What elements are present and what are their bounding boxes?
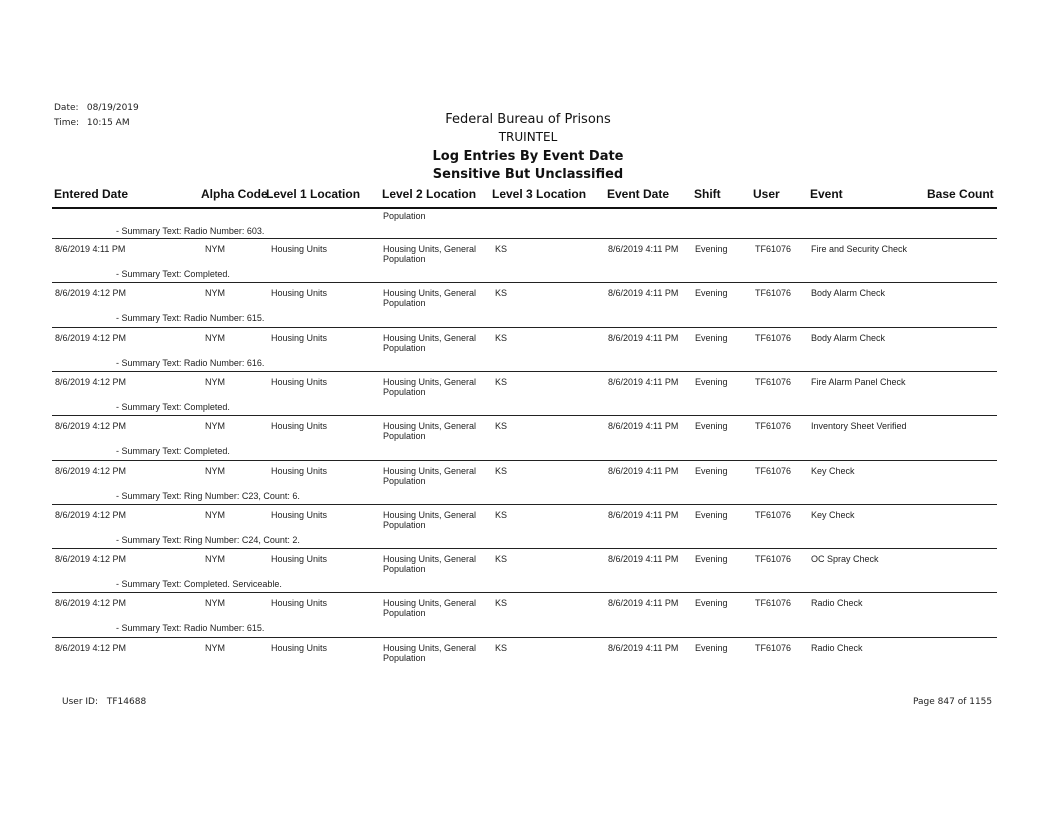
footer-user-label: User ID: bbox=[62, 697, 98, 707]
cell-event: Fire and Security Check bbox=[811, 244, 908, 254]
header-rule bbox=[52, 207, 997, 209]
row-separator bbox=[52, 548, 997, 549]
cell-user: TF61076 bbox=[755, 333, 792, 343]
col-level2-location: Level 2 Location bbox=[382, 187, 477, 201]
cell-level3-location: KS bbox=[495, 244, 508, 254]
row-separator bbox=[52, 504, 997, 505]
row-summary-text: - Summary Text: Radio Number: 615. bbox=[116, 623, 265, 633]
cell-level3-location: KS bbox=[495, 598, 508, 608]
time-value: 10:15 AM bbox=[86, 118, 130, 128]
cell-user: TF61076 bbox=[755, 643, 792, 653]
cell-level2-location: Housing Units, General Population bbox=[383, 333, 477, 353]
row-separator bbox=[52, 415, 997, 416]
cell-alpha-code: NYM bbox=[205, 421, 225, 431]
cell-level2-location: Housing Units, General Population bbox=[383, 244, 477, 264]
cell-shift: Evening bbox=[695, 643, 728, 653]
cell-event-date: 8/6/2019 4:11 PM bbox=[608, 244, 679, 254]
cell-alpha-code: NYM bbox=[205, 377, 225, 387]
row-summary-text: - Summary Text: Completed. bbox=[116, 269, 230, 279]
cell-alpha-code: NYM bbox=[205, 598, 225, 608]
date-label: Date: bbox=[54, 103, 79, 113]
cell-level1-location: Housing Units bbox=[271, 466, 328, 476]
cell-shift: Evening bbox=[695, 421, 728, 431]
cell-entered-date: 8/6/2019 4:12 PM bbox=[55, 377, 127, 387]
cell-alpha-code: NYM bbox=[205, 554, 225, 564]
col-event-date: Event Date bbox=[607, 187, 670, 201]
cell-event: Key Check bbox=[811, 510, 855, 520]
cell-user: TF61076 bbox=[755, 244, 792, 254]
cell-entered-date: 8/6/2019 4:11 PM bbox=[55, 244, 126, 254]
cell-event: Inventory Sheet Verified bbox=[811, 421, 907, 431]
cell-event-date: 8/6/2019 4:11 PM bbox=[608, 377, 679, 387]
cell-level2-location: Housing Units, General Population bbox=[383, 288, 477, 308]
cell-event: Radio Check bbox=[811, 643, 863, 653]
cell-level1-location: Housing Units bbox=[271, 554, 328, 564]
col-event: Event bbox=[810, 187, 843, 201]
cell-shift: Evening bbox=[695, 554, 728, 564]
cell-shift: Evening bbox=[695, 288, 728, 298]
cell-level3-location: KS bbox=[495, 288, 508, 298]
cell-user: TF61076 bbox=[755, 288, 792, 298]
footer-user-id bbox=[62, 697, 146, 707]
cell-shift: Evening bbox=[695, 244, 728, 254]
report-classification: Sensitive But Unclassified bbox=[432, 167, 624, 182]
cell-shift: Evening bbox=[695, 466, 728, 476]
cell-event: Body Alarm Check bbox=[811, 288, 886, 298]
cell-shift: Evening bbox=[695, 333, 728, 343]
cell-event-date: 8/6/2019 4:11 PM bbox=[608, 466, 679, 476]
cell-user: TF61076 bbox=[755, 421, 792, 431]
cell-entered-date: 8/6/2019 4:12 PM bbox=[55, 554, 127, 564]
cell-event: Radio Check bbox=[811, 598, 863, 608]
cell-event-date: 8/6/2019 4:11 PM bbox=[608, 288, 679, 298]
cell-event-date: 8/6/2019 4:11 PM bbox=[608, 421, 679, 431]
row-summary-text: - Summary Text: Completed. bbox=[116, 446, 230, 456]
row-summary-text: - Summary Text: Radio Number: 616. bbox=[116, 358, 265, 368]
carryover-summary: - Summary Text: Radio Number: 603. bbox=[116, 226, 265, 236]
cell-level3-location: KS bbox=[495, 421, 508, 431]
row-summary-text: - Summary Text: Radio Number: 615. bbox=[116, 313, 265, 323]
row-separator bbox=[52, 592, 997, 593]
cell-level2-location: Housing Units, General Population bbox=[383, 466, 477, 486]
cell-entered-date: 8/6/2019 4:12 PM bbox=[55, 510, 127, 520]
cell-level2-location: Housing Units, General Population bbox=[383, 377, 477, 397]
cell-entered-date: 8/6/2019 4:12 PM bbox=[55, 598, 127, 608]
cell-event-date: 8/6/2019 4:11 PM bbox=[608, 598, 679, 608]
cell-level1-location: Housing Units bbox=[271, 510, 328, 520]
row-separator bbox=[52, 371, 997, 372]
cell-level3-location: KS bbox=[495, 510, 508, 520]
row-separator bbox=[52, 637, 997, 638]
cell-user: TF61076 bbox=[755, 510, 792, 520]
cell-event-date: 8/6/2019 4:11 PM bbox=[608, 510, 679, 520]
cell-user: TF61076 bbox=[755, 554, 792, 564]
cell-alpha-code: NYM bbox=[205, 510, 225, 520]
cell-level1-location: Housing Units bbox=[271, 421, 328, 431]
cell-alpha-code: NYM bbox=[205, 288, 225, 298]
cell-entered-date: 8/6/2019 4:12 PM bbox=[55, 288, 127, 298]
cell-level2-location: Housing Units, General Population bbox=[383, 554, 477, 574]
col-entered-date: Entered Date bbox=[54, 187, 129, 201]
col-base-count: Base Count bbox=[927, 187, 994, 201]
cell-level2-location: Housing Units, General Population bbox=[383, 598, 477, 618]
cell-user: TF61076 bbox=[755, 377, 792, 387]
cell-level2-location: Housing Units, General Population bbox=[383, 510, 477, 530]
cell-user: TF61076 bbox=[755, 466, 792, 476]
row-separator bbox=[52, 327, 997, 328]
row-summary-text: - Summary Text: Ring Number: C23, Count: 6. bbox=[116, 491, 300, 501]
row-separator bbox=[52, 460, 997, 461]
cell-entered-date: 8/6/2019 4:12 PM bbox=[55, 643, 127, 653]
col-shift: Shift bbox=[694, 187, 721, 201]
carryover-level2: Population bbox=[383, 211, 426, 221]
row-separator bbox=[52, 282, 997, 283]
cell-alpha-code: NYM bbox=[205, 643, 225, 653]
cell-level1-location: Housing Units bbox=[271, 288, 328, 298]
cell-level1-location: Housing Units bbox=[271, 598, 328, 608]
cell-event-date: 8/6/2019 4:11 PM bbox=[608, 333, 679, 343]
date-value: 08/19/2019 bbox=[86, 103, 139, 113]
col-level1-location: Level 1 Location bbox=[266, 187, 361, 201]
report-name: Log Entries By Event Date bbox=[432, 149, 624, 164]
cell-shift: Evening bbox=[695, 510, 728, 520]
cell-level3-location: KS bbox=[495, 333, 508, 343]
cell-event-date: 8/6/2019 4:11 PM bbox=[608, 643, 679, 653]
time-label: Time: bbox=[54, 118, 80, 128]
footer-user-value: TF14688 bbox=[106, 697, 147, 707]
cell-level3-location: KS bbox=[495, 643, 508, 653]
cell-level1-location: Housing Units bbox=[271, 643, 328, 653]
cell-alpha-code: NYM bbox=[205, 244, 225, 254]
row-summary-text: - Summary Text: Completed. Serviceable. bbox=[116, 579, 282, 589]
cell-user: TF61076 bbox=[755, 598, 792, 608]
cell-level3-location: KS bbox=[495, 466, 508, 476]
cell-alpha-code: NYM bbox=[205, 466, 225, 476]
row-summary-text: - Summary Text: Ring Number: C24, Count: 2. bbox=[116, 535, 300, 545]
cell-entered-date: 8/6/2019 4:12 PM bbox=[55, 466, 127, 476]
row-separator bbox=[52, 238, 997, 239]
report-agency: Federal Bureau of Prisons bbox=[445, 112, 611, 127]
cell-shift: Evening bbox=[695, 598, 728, 608]
cell-level1-location: Housing Units bbox=[271, 333, 328, 343]
cell-level3-location: KS bbox=[495, 554, 508, 564]
cell-event: Key Check bbox=[811, 466, 855, 476]
cell-level1-location: Housing Units bbox=[271, 377, 328, 387]
cell-shift: Evening bbox=[695, 377, 728, 387]
cell-level3-location: KS bbox=[495, 377, 508, 387]
cell-event: Fire Alarm Panel Check bbox=[811, 377, 906, 387]
col-level3-location: Level 3 Location bbox=[492, 187, 587, 201]
cell-entered-date: 8/6/2019 4:12 PM bbox=[55, 421, 127, 431]
cell-event: Body Alarm Check bbox=[811, 333, 886, 343]
cell-entered-date: 8/6/2019 4:12 PM bbox=[55, 333, 127, 343]
cell-level2-location: Housing Units, General Population bbox=[383, 421, 477, 441]
row-summary-text: - Summary Text: Completed. bbox=[116, 402, 230, 412]
page-number: Page 847 of 1155 bbox=[913, 697, 993, 707]
cell-event-date: 8/6/2019 4:11 PM bbox=[608, 554, 679, 564]
cell-level2-location: Housing Units, General Population bbox=[383, 643, 477, 663]
report-system: TRUINTEL bbox=[498, 130, 558, 144]
col-alpha-code: Alpha Code bbox=[201, 187, 268, 201]
cell-event: OC Spray Check bbox=[811, 554, 879, 564]
cell-level1-location: Housing Units bbox=[271, 244, 328, 254]
cell-alpha-code: NYM bbox=[205, 333, 225, 343]
col-user: User bbox=[753, 187, 780, 201]
